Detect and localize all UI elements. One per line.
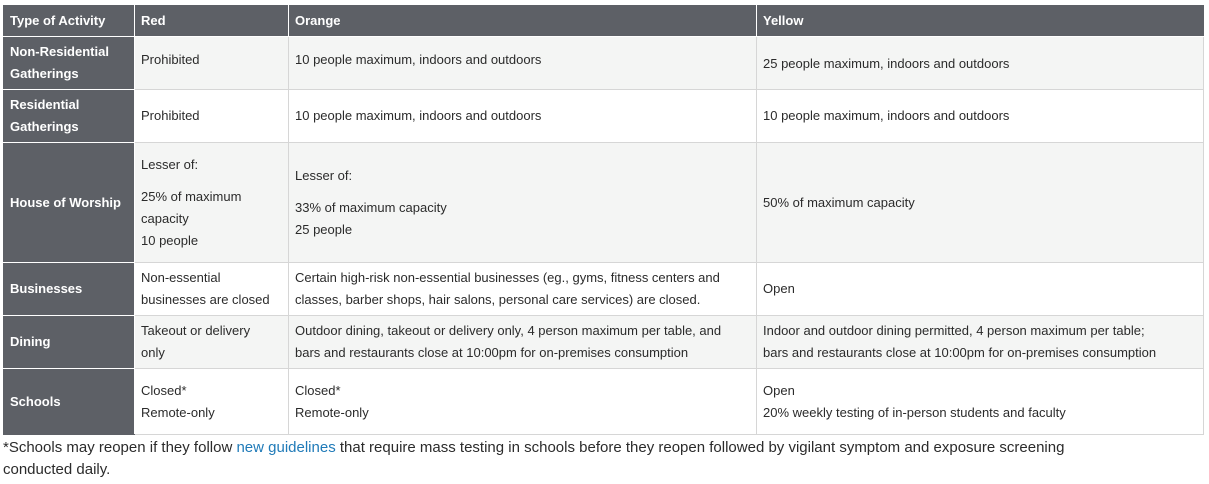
table-header-row [4,6,1204,37]
table-row [4,37,1204,90]
yellow-cell: Indoor and outdoor dining permitted, 4 person maximum per table; bars and restaurants close at 10:00pm for on-premises consumption [757,316,1204,369]
row-label: Businesses [4,263,135,316]
table-row [4,90,1204,143]
row-label: Schools [4,369,135,435]
row-label: Non-Residential Gatherings [4,37,135,90]
orange-cell: Outdoor dining, takeout or delivery only, 4 person maximum per table, and bars and restaurants close at 10:00pm for on-premises consumption [289,316,757,369]
yellow-cell: Open 20% weekly testing of in-person students and faculty [757,369,1204,435]
orange-cell: Lesser of: 33% of maximum capacity 25 people [289,143,757,263]
schools-footnote [3,437,1183,481]
red-cell: Prohibited [135,90,289,143]
orange-cell: 10 people maximum, indoors and outdoors [289,90,757,143]
yellow-cell: 50% of maximum capacity [757,143,1204,263]
yellow-cell: Open [757,263,1204,316]
red-cell: Non-essential businesses are closed [135,263,289,316]
orange-cell: Closed* Remote-only [289,369,757,435]
row-label: Dining [4,316,135,369]
header-orange: Orange [289,6,757,37]
orange-cell: Certain high-risk non-essential businesses (eg., gyms, fitness centers and classes, barber shops, hair salons, personal care services) are closed. [289,263,757,316]
orange-cell: 10 people maximum, indoors and outdoors [289,37,757,90]
footnote-text-before: *Schools may reopen if they follow [3,439,237,456]
header-type-of-activity: Type of Activity [4,6,135,37]
yellow-cell: 10 people maximum, indoors and outdoors [757,90,1204,143]
new-guidelines-link[interactable]: new guidelines [236,439,336,456]
restrictions-table [3,5,1204,435]
row-label: House of Worship [4,143,135,263]
red-cell: Prohibited [135,37,289,90]
red-cell: Takeout or delivery only [135,316,289,369]
red-cell: Lesser of: 25% of maximum capacity 10 people [135,143,289,263]
header-yellow: Yellow [757,6,1204,37]
header-red: Red [135,6,289,37]
table-row [4,263,1204,316]
footnote-text-after: that require mass testing in schools before they reopen followed by vigilant symptom and exposure screening [335,439,1065,456]
table-row [4,143,1204,263]
table-row [4,316,1204,369]
red-cell: Closed* Remote-only [135,369,289,435]
row-label: Residential Gatherings [4,90,135,143]
table-row [4,369,1204,435]
yellow-cell: 25 people maximum, indoors and outdoors [757,37,1204,90]
footnote-text-line2: conducted daily. [3,461,111,478]
